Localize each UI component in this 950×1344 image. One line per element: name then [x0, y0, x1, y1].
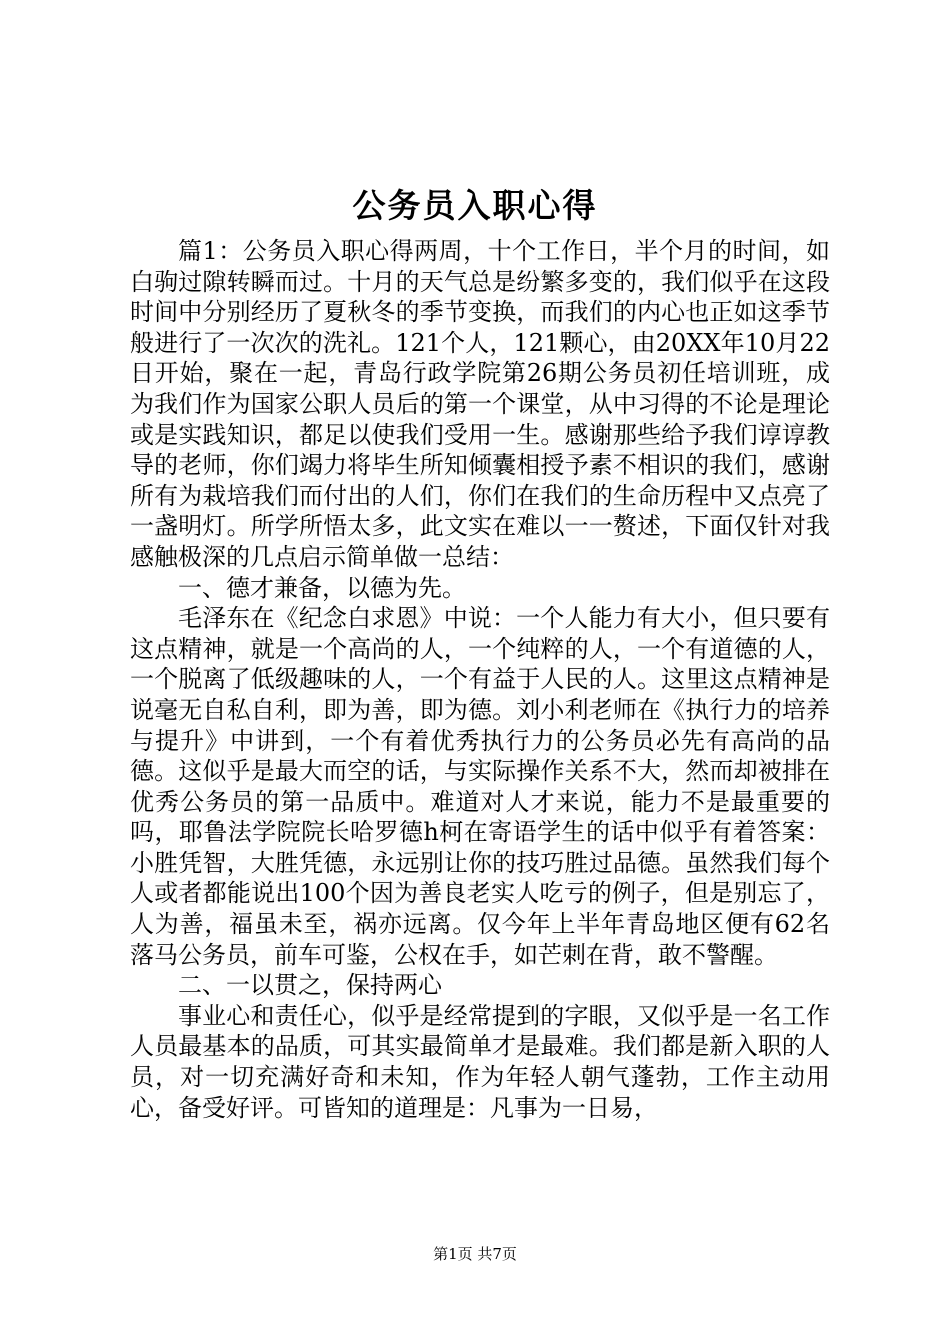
section-heading-1: 一、德才兼备，以德为先。	[178, 573, 466, 602]
document-body	[130, 236, 830, 1123]
document-title: 公务员入职心得	[352, 186, 598, 225]
section-heading-2: 二、一以贯之，保持两心	[178, 971, 442, 1000]
paragraph-section-2: 事业心和责任心，似乎是经常提到的字眼，又似乎是一名工作人员最基本的品质，可其实最简单才是最难。我们都是新入职的人员，对一切充满好奇和未知，作为年轻人朝气蓬勃，工作主动用心，备受好评。可皆知的道理是：凡事为一日易，	[130, 1001, 830, 1122]
paragraph-section-1: 毛泽东在《纪念白求恩》中说：一个人能力有大小，但只要有这点精神，就是一个高尚的人，一个纯粹的人，一个有道德的人，一个脱离了低级趣味的人，一个有益于人民的人。这里这点精神是说毫无自私自利，即为善，即为德。刘小利老师在《执行力的培养与提升》中讲到，一个有着优秀执行力的公务员必先有高尚的品德。这似乎是最大而空的话，与实际操作关系不大，然而却被排在优秀公务员的第一品质中。难道对人才来说，能力不是最重要的吗，耶鲁法学院院长哈罗德h柯在寄语学生的话中似乎有着答案：小胜凭智，大胜凭德，永远别让你的技巧胜过品德。虽然我们每个人或者都能说出100个因为善良老实人吃亏的例子，但是别忘了，人为善，福虽未至，祸亦远离。仅今年上半年青岛地区便有62名落马公务员，前车可鉴，公权在手，如芒刺在背，敢不警醒。	[130, 604, 830, 969]
page-footer: 第1页 共7页	[433, 1245, 517, 1263]
paragraph-intro: 篇1：公务员入职心得两周，十个工作日，半个月的时间，如白驹过隙转瞬而过。十月的天气总是纷繁多变的，我们似乎在这段时间中分别经历了夏秋冬的季节变换，而我们的内心也正如这季节般进行了一次次的洗礼。121个人，121颗心，由20XX年10月22日开始，聚在一起，青岛行政学院第26期公务员初任培训班，成为我们作为国家公职人员后的第一个课堂，从中习得的不论是理论或是实践知识，都足以使我们受用一生。感谢那些给予我们谆谆教导的老师，你们竭力将毕生所知倾囊相授予素不相识的我们，感谢所有为栽培我们而付出的人们，你们在我们的生命历程中又点亮了一盏明灯。所学所悟太多，此文实在难以一一赘述，下面仅针对我感触极深的几点启示简单做一总结：	[130, 237, 830, 571]
